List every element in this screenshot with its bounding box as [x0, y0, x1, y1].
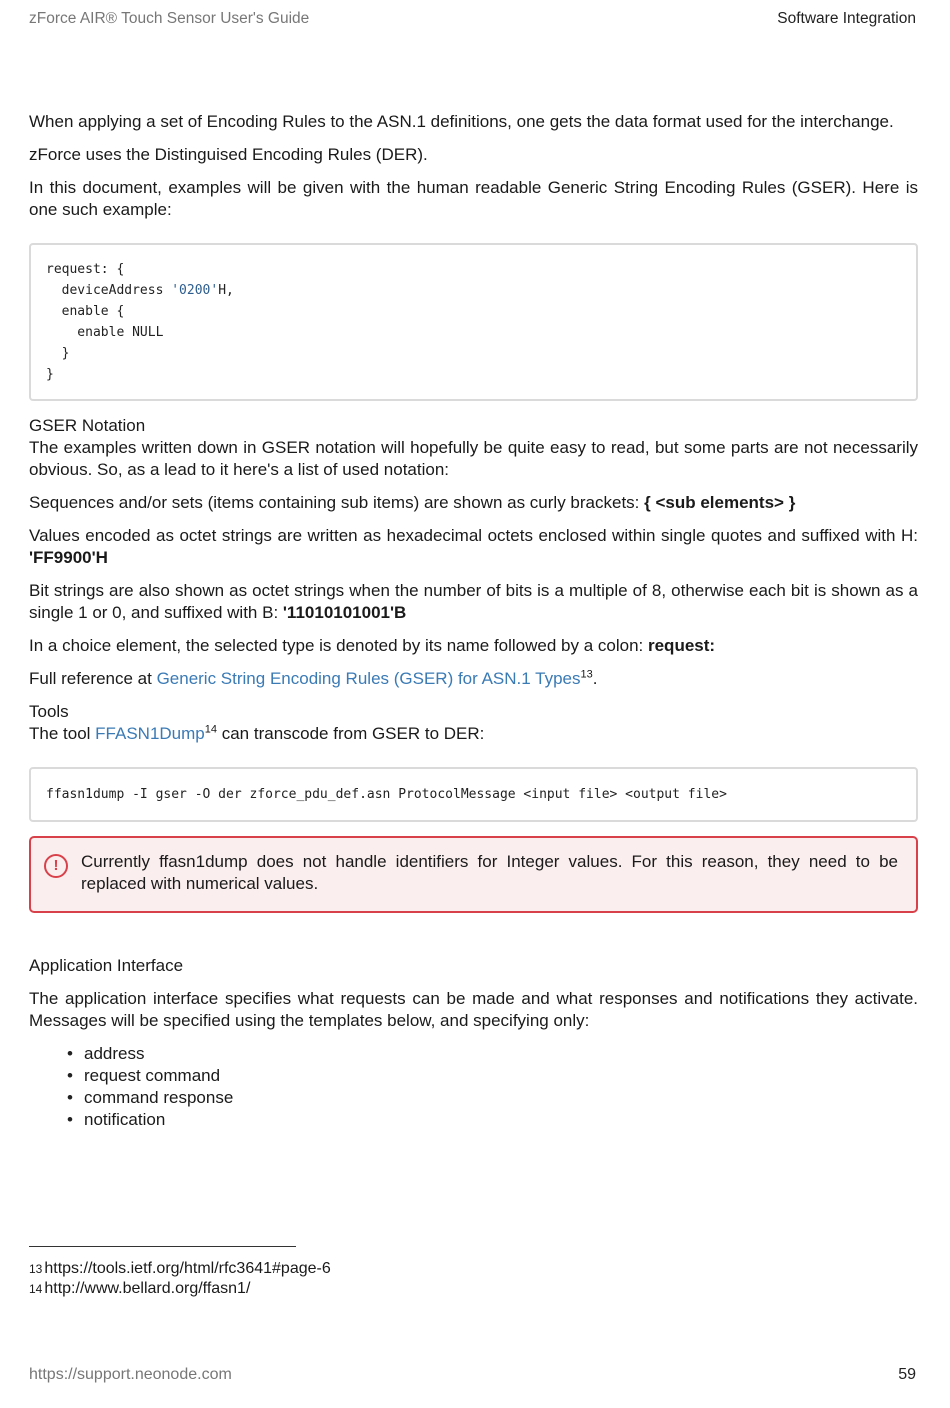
gser-paragraph-5: In a choice element, the selected type is denoted by its name followed by a colon: request: [29, 636, 716, 655]
command-code-block: ffasn1dump -I gser -O der zforce_pdu_def.asn ProtocolMessage <input file> <output file> [29, 767, 918, 822]
intro-paragraph-2: zForce uses the Distinguised Encoding Rules (DER). [29, 145, 428, 164]
code-line: } [46, 367, 54, 382]
page-header [29, 10, 916, 32]
app-interface-heading: Application Interface [29, 956, 184, 975]
code-line: request: { [46, 262, 125, 277]
code-line: deviceAddress [46, 283, 172, 298]
gser-heading: GSER Notation [29, 416, 146, 435]
gser-paragraph-4: Bit strings are also shown as octet strings when the number of bits is a multiple of 8, otherwise each bit is shown as a single 1 or 0, and suffixed with B: '11010101001'B [29, 581, 918, 622]
code-line: H, [218, 283, 234, 298]
warning-text: Currently ffasn1dump does not handle identifiers for Integer values. For this reason, they need to be replaced with numerical values. [81, 852, 898, 893]
footnote-divider [29, 1246, 296, 1247]
footnote-14: 14 http://www.bellard.org/ffasn1/ [29, 1280, 251, 1297]
list-item: • command response [84, 1087, 918, 1109]
gser-paragraph-6: Full reference at Generic String Encoding Rules (GSER) for ASN.1 Types$^{13}$. [29, 668, 598, 688]
footnote-ref-13[interactable]: 13 [580, 668, 593, 681]
footnote-url[interactable]: https://tools.ietf.org/html/rfc3641#page-6 [44, 1260, 331, 1277]
gser-paragraph-3: Values encoded as octet strings are written as hexadecimal octets enclosed within single quotes and suffixed with H: 'FF9900'H [29, 526, 918, 567]
code-line: } [46, 346, 70, 361]
code-example-block [29, 243, 918, 401]
tools-paragraph: The tool FFASN1Dump$^{14}$ can transcode from GSER to DER: [29, 723, 485, 743]
tools-heading: Tools [29, 702, 69, 721]
intro-paragraph-1: When applying a set of Encoding Rules to the ASN.1 definitions, one gets the data format used for the interchange. [29, 112, 894, 131]
app-interface-paragraph: The application interface specifies what requests can be made and what responses and notifications they activate. Messages will be specified using the templates below, and specifying only: [29, 989, 918, 1030]
list-item: • address [84, 1043, 918, 1065]
section-title: Software Integration [777, 10, 916, 27]
list-item: • request command [84, 1065, 918, 1087]
warning-callout [29, 836, 918, 913]
intro-paragraph-3: In this document, examples will be given with the human readable Generic String Encoding Rules (GSER). Here is one such example: [29, 178, 918, 219]
code-line: enable NULL [46, 325, 164, 340]
support-url[interactable]: https://support.neonode.com [29, 1366, 232, 1383]
page-content [29, 111, 918, 1131]
gser-paragraph-2: Sequences and/or sets (items containing sub items) are shown as curly brackets: { <sub elements> } [29, 493, 796, 512]
footnote-url[interactable]: http://www.bellard.org/ffasn1/ [44, 1280, 251, 1297]
code-line: enable { [46, 304, 125, 319]
list-item: • notification [84, 1109, 918, 1131]
warning-icon: ! [44, 854, 68, 878]
footnote-ref-14[interactable]: 14 [204, 723, 217, 736]
document-title: zForce AIR® Touch Sensor User's Guide [29, 10, 310, 27]
footnote-13: 13 https://tools.ietf.org/html/rfc3641#page-6 [29, 1260, 331, 1277]
footnotes [29, 1259, 331, 1299]
page-number: 59 [898, 1366, 916, 1383]
gser-paragraph-1: The examples written down in GSER notation will hopefully be quite easy to read, but some parts are not necessarily obvious. So, as a lead to it here's a list of used notation: [29, 438, 918, 479]
gser-reference-link[interactable]: Generic String Encoding Rules (GSER) for ASN.1 Types [156, 669, 581, 688]
code-string: '0200' [171, 283, 219, 298]
template-fields-list [29, 1043, 918, 1131]
ffasn1dump-link[interactable]: FFASN1Dump [95, 724, 205, 743]
